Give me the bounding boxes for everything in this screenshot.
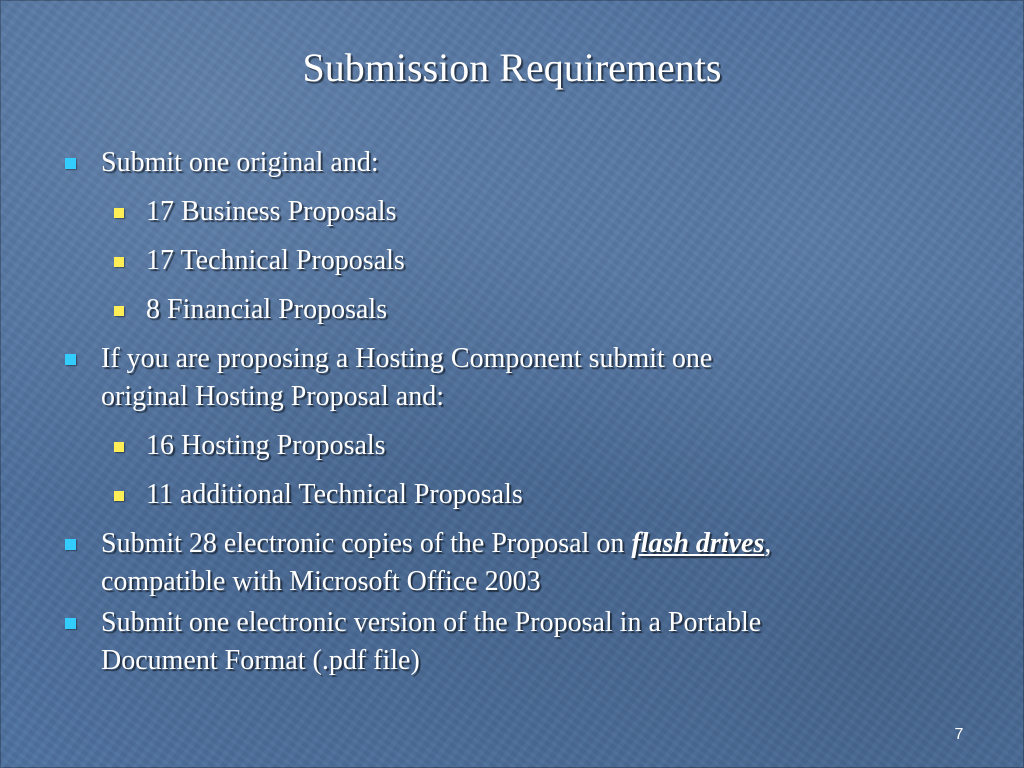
bullet-text-after: ,: [764, 528, 772, 559]
square-bullet-icon: [114, 306, 124, 316]
bullet-item-electronic-copies: [60, 525, 960, 601]
square-bullet-icon: [65, 618, 76, 629]
sub-bullet-text: 11 additional Technical Proposals: [146, 479, 523, 510]
bullet-list: [60, 144, 960, 680]
slide-title: Submission Requirements: [302, 45, 722, 90]
square-bullet-icon: [65, 354, 76, 365]
bullet-text-line2: compatible with Microsoft Office 2003: [101, 566, 541, 597]
sub-bullet-text: 17 Business Proposals: [146, 196, 397, 227]
bullet-item-hosting-component: [60, 340, 960, 416]
sub-bullet-item: [60, 242, 960, 280]
sub-bullet-text: 17 Technical Proposals: [146, 245, 405, 276]
bullet-text-before: Submit 28 electronic copies of the Proposal on: [101, 528, 632, 559]
square-bullet-icon: [65, 539, 76, 550]
square-bullet-icon: [114, 257, 124, 267]
page-number: 7: [954, 726, 964, 743]
square-bullet-icon: [114, 442, 124, 452]
bullet-text-line2: Document Format (.pdf file): [101, 645, 420, 676]
bullet-text-line1: Submit one electronic version of the Proposal in a Portable: [101, 607, 762, 638]
sub-bullet-item: [60, 291, 960, 329]
sub-bullet-item: [60, 427, 960, 465]
flash-drives-emphasis: flash drives: [631, 528, 765, 559]
sub-bullet-text: 16 Hosting Proposals: [146, 430, 386, 461]
sub-bullet-text: 8 Financial Proposals: [146, 294, 388, 325]
bullet-item-pdf-version: [60, 604, 960, 680]
sub-bullet-item: [60, 476, 960, 514]
sub-bullet-item: [60, 193, 960, 231]
square-bullet-icon: [114, 491, 124, 501]
square-bullet-icon: [114, 208, 124, 218]
bullet-text: Submit one original and:: [101, 147, 379, 178]
bullet-text-line2: original Hosting Proposal and:: [101, 381, 444, 412]
square-bullet-icon: [65, 158, 76, 169]
bullet-item-submit-original: [60, 144, 960, 182]
bullet-text-line1: If you are proposing a Hosting Component submit one: [101, 343, 713, 374]
